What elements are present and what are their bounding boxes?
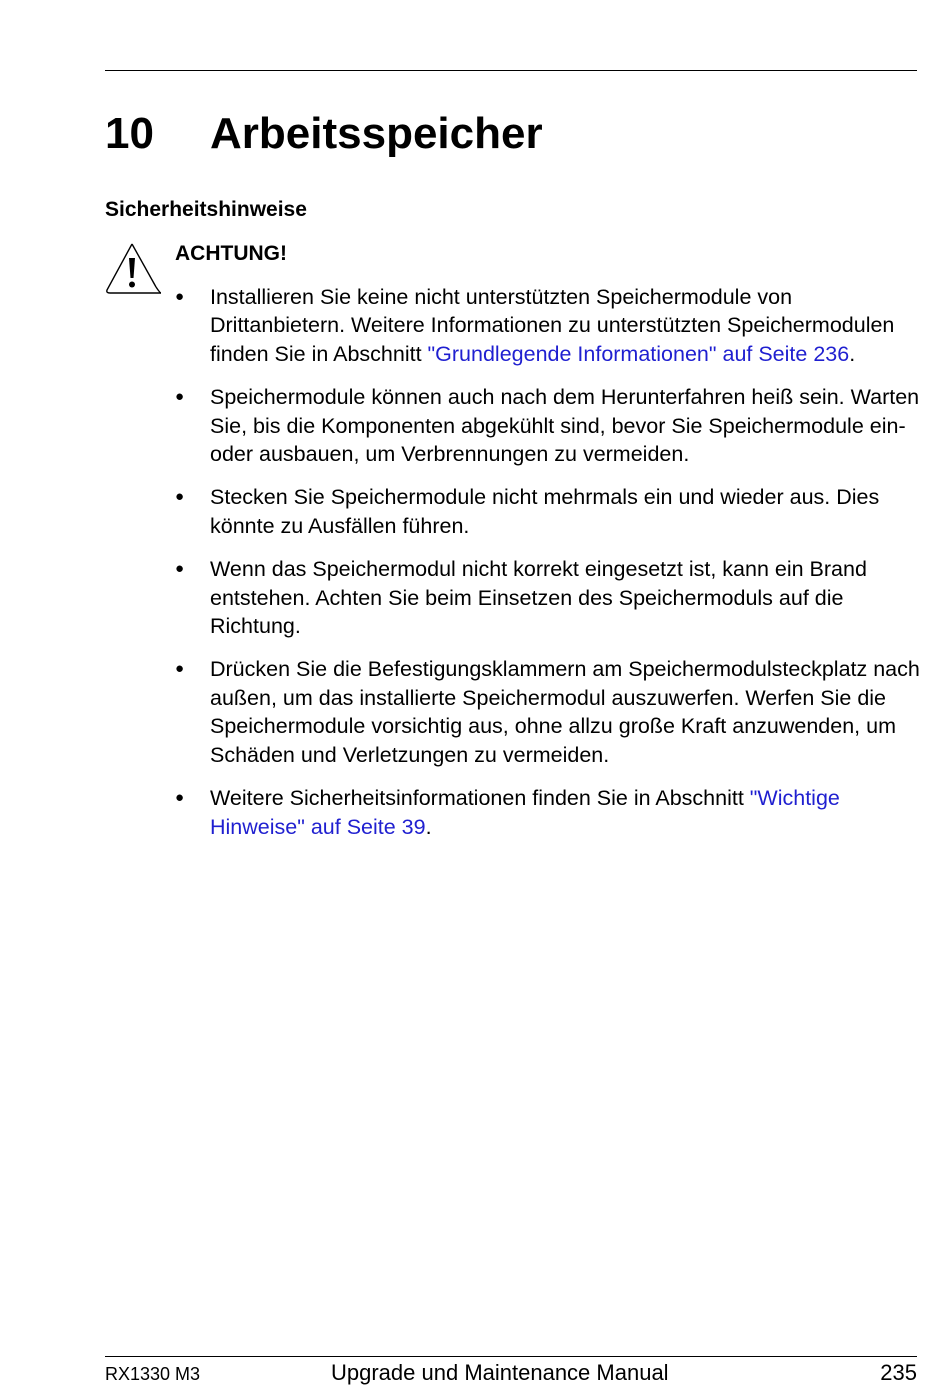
note-text: Weitere Sicherheitsinformationen finden Sie in Abschnitt [210,786,750,811]
bullet-icon: ● [175,789,185,807]
header-rule [105,70,917,71]
bullet-icon: ● [175,488,185,506]
safety-notes-list [175,283,920,856]
note-text: Drücken Sie die Befestigungsklammern am Speichermodulsteckplatz nach außen, um das installierte Speichermodul auszuwerfen. Werfen Sie die Speichermodule vorsichtig aus, ohne allzu große Kraft anzuwenden, um Schäden und Verletzungen zu vermeiden. [210,657,920,767]
note-text-end: . [849,341,856,366]
chapter-title [105,106,543,162]
note-text: Stecken Sie Speichermodule nicht mehrmals ein und wieder aus. Dies könnte zu Ausfällen führen. [210,485,880,538]
page-number: 235 [880,1360,917,1385]
caution-triangle-icon [103,240,165,298]
note-text-end: . [425,814,432,839]
note-text: Installieren Sie keine nicht unterstützten Speichermodule von Drittanbietern. Weitere Informationen zu unterstützten Speichermodulen finden Sie in Abschnitt [210,285,895,366]
cross-reference-link[interactable]: "Wichtige Hinweise" auf Seite 39 [210,786,840,839]
bullet-icon: ● [175,560,185,578]
note-text: Wenn das Speichermodul nicht korrekt eingesetzt ist, kann ein Brand entstehen. Achten Sie beim Einsetzen des Speichermoduls auf die Richtung. [210,557,867,639]
footer-rule [105,1356,917,1357]
list-item [175,283,920,368]
list-item [175,555,920,640]
footer-manual-title: Upgrade und Maintenance Manual [331,1360,669,1385]
section-heading: Sicherheitshinweise [105,198,307,221]
list-item [175,483,920,540]
chapter-name: Arbeitsspeicher [210,109,543,158]
bullet-icon: ● [175,288,185,305]
bullet-icon: ● [175,660,185,678]
bullet-icon: ● [175,388,185,406]
chapter-number: 10 [105,109,154,158]
list-item [175,655,920,769]
list-item [175,784,920,841]
attention-label: ACHTUNG! [175,242,287,265]
footer-model: RX1330 M3 [105,1364,201,1384]
cross-reference-link[interactable]: "Grundlegende Informationen" auf Seite 236 [427,341,850,366]
list-item [175,383,920,468]
note-text: Speichermodule können auch nach dem Herunterfahren heiß sein. Warten Sie, bis die Komponenten abgekühlt sind, bevor Sie Speichermodule ein- oder ausbauen, um Verbrennungen zu vermeiden. [210,385,920,467]
